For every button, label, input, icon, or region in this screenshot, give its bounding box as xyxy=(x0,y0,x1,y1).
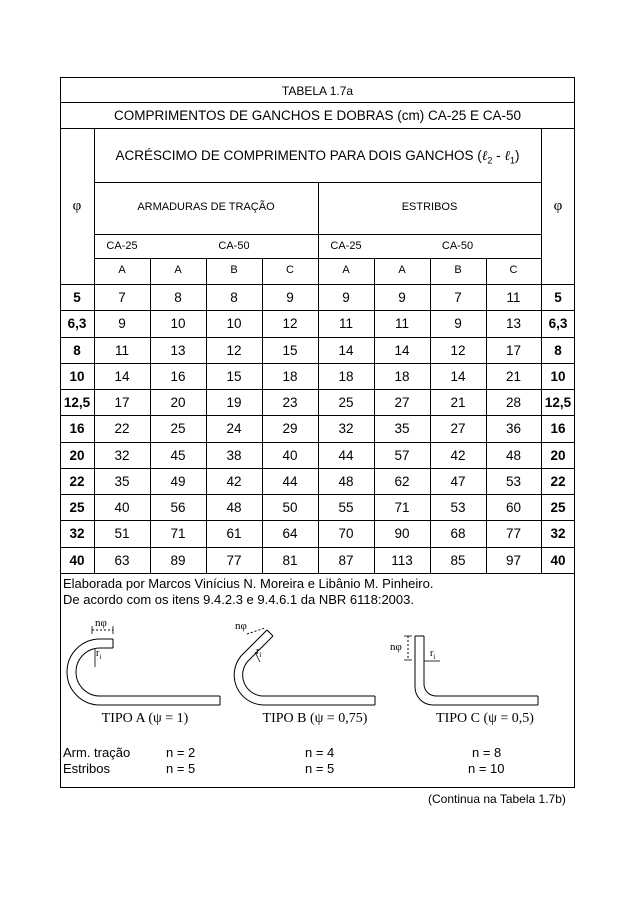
tipo-a-label: TIPO A (ψ = 1) xyxy=(101,711,189,726)
tipo-c-label: TIPO C (ψ = 0,5) xyxy=(436,711,534,726)
continuation-note: (Continua na Tabela 1.7b) xyxy=(428,792,566,806)
phi-cell-left: 16 xyxy=(69,421,85,436)
value-cell: 7 xyxy=(454,290,462,305)
rule xyxy=(60,787,575,788)
phi-cell-left: 40 xyxy=(69,553,85,568)
value-cell: 9 xyxy=(398,290,406,305)
value-cell: 21 xyxy=(450,395,466,410)
value-cell: 14 xyxy=(450,369,466,384)
value-cell: 14 xyxy=(338,343,354,358)
value-cell: 50 xyxy=(282,500,298,515)
steel-estribos-ca25: CA-25 xyxy=(330,240,362,252)
value-cell: 55 xyxy=(338,500,354,515)
value-cell: 16 xyxy=(170,369,186,384)
radius-label-c xyxy=(430,648,435,661)
value-cell: 89 xyxy=(170,553,186,568)
group-estribos: ESTRIBOS xyxy=(401,201,458,213)
type-header: C xyxy=(509,264,518,276)
value-cell: 21 xyxy=(505,369,522,384)
increment-suffix: ) xyxy=(515,148,520,163)
value-cell: 44 xyxy=(338,448,354,463)
value-cell: 17 xyxy=(505,343,522,358)
value-cell: 81 xyxy=(282,553,298,568)
value-cell: 13 xyxy=(505,316,522,331)
table-subtitle: COMPRIMENTOS DE GANCHOS E DOBRAS (cm) CA-25 E CA-50 xyxy=(113,108,522,123)
value-cell: 25 xyxy=(338,395,354,410)
phi-cell-right: 22 xyxy=(550,474,566,489)
value-cell: 35 xyxy=(394,421,410,436)
phi-cell-left: 10 xyxy=(69,369,85,384)
phi-cell-left: 20 xyxy=(69,448,85,463)
phi-cell-right: 20 xyxy=(550,448,566,463)
value-cell: 48 xyxy=(338,474,354,489)
table-title: TABELA 1.7a xyxy=(281,84,354,98)
radius-r: r xyxy=(96,648,100,659)
value-cell: 18 xyxy=(338,369,354,384)
tracao-n-c: n = 8 xyxy=(472,745,502,760)
value-cell: 10 xyxy=(226,316,242,331)
type-header: B xyxy=(454,264,462,276)
value-cell: 62 xyxy=(394,474,410,489)
l1-symbol: ℓ xyxy=(504,148,511,163)
value-cell: 56 xyxy=(170,500,186,515)
radius-r: r xyxy=(430,648,434,659)
value-cell: 12 xyxy=(450,343,466,358)
value-cell: 8 xyxy=(174,290,182,305)
type-header: A xyxy=(398,264,406,276)
radius-r: r xyxy=(256,646,260,657)
hook-type-c-drawing xyxy=(404,636,538,705)
value-cell: 11 xyxy=(338,316,353,331)
value-cell: 40 xyxy=(114,500,130,515)
value-cell: 18 xyxy=(282,369,298,384)
value-cell: 19 xyxy=(226,395,242,410)
value-cell: 64 xyxy=(282,526,298,541)
phi-cell-left: 32 xyxy=(69,526,85,541)
value-cell: 14 xyxy=(114,369,130,384)
value-cell: 10 xyxy=(170,316,186,331)
value-cell: 15 xyxy=(282,343,298,358)
value-cell: 23 xyxy=(282,395,298,410)
value-cell: 87 xyxy=(338,553,354,568)
phi-cell-right: 6,3 xyxy=(548,316,568,331)
hook-type-a-drawing xyxy=(67,626,220,705)
steel-estribos-ca50: CA-50 xyxy=(441,240,474,252)
value-cell: 11 xyxy=(506,290,521,305)
radius-label-a xyxy=(96,648,101,661)
value-cell: 48 xyxy=(226,500,242,515)
n-phi-label-b: nφ xyxy=(235,620,247,632)
value-cell: 113 xyxy=(391,553,413,568)
value-cell: 17 xyxy=(114,395,130,410)
value-cell: 32 xyxy=(114,448,130,463)
value-cell: 9 xyxy=(454,316,462,331)
value-cell: 15 xyxy=(226,369,242,384)
estribos-label: Estribos xyxy=(63,761,110,776)
estribos-n-a: n = 5 xyxy=(166,761,196,776)
estribos-n-b: n = 5 xyxy=(305,761,335,776)
value-cell: 57 xyxy=(394,448,410,463)
value-cell: 35 xyxy=(114,474,130,489)
value-cell: 27 xyxy=(450,421,466,436)
note-author: Elaborada por Marcos Vinícius N. Moreira e Libânio M. Pinheiro. xyxy=(63,576,434,591)
phi-cell-left: 12,5 xyxy=(63,395,91,410)
value-cell: 53 xyxy=(450,500,466,515)
value-cell: 63 xyxy=(114,553,130,568)
phi-cell-right: 5 xyxy=(554,290,562,305)
value-cell: 90 xyxy=(394,526,410,541)
l2-subscript: 2 xyxy=(487,155,493,166)
value-cell: 47 xyxy=(450,474,466,489)
minus-sign: - xyxy=(492,148,505,163)
value-cell: 71 xyxy=(394,500,410,515)
value-cell: 9 xyxy=(342,290,350,305)
value-cell: 8 xyxy=(230,290,238,305)
group-tracao: ARMADURAS DE TRAÇÃO xyxy=(137,201,275,213)
increment-prefix: ACRÉSCIMO DE COMPRIMENTO PARA DOIS GANCHOS ( xyxy=(115,148,482,163)
phi-cell-right: 16 xyxy=(550,421,566,436)
radius-sub: i xyxy=(259,651,262,659)
tipo-b-label: TIPO B (ψ = 0,75) xyxy=(262,711,368,726)
tracao-label: Arm. tração xyxy=(63,745,131,760)
radius-sub: i xyxy=(99,653,102,661)
steel-tracao-ca50: CA-50 xyxy=(218,240,250,252)
value-cell: 32 xyxy=(338,421,354,436)
rule xyxy=(60,102,575,103)
l1-subscript: 1 xyxy=(510,155,516,166)
value-cell: 53 xyxy=(505,474,522,489)
phi-cell-right: 12,5 xyxy=(544,395,572,410)
value-cell: 42 xyxy=(450,448,466,463)
value-cell: 61 xyxy=(226,526,242,541)
value-cell: 29 xyxy=(282,421,298,436)
phi-cell-left: 22 xyxy=(69,474,85,489)
tracao-n-a: n = 2 xyxy=(166,745,196,760)
value-cell: 45 xyxy=(170,448,186,463)
type-header: A xyxy=(174,264,182,276)
value-cell: 70 xyxy=(338,526,354,541)
value-cell: 68 xyxy=(450,526,466,541)
phi-cell-right: 10 xyxy=(550,369,566,384)
value-cell: 42 xyxy=(226,474,242,489)
n-phi-label-a: nφ xyxy=(95,617,107,629)
phi-cell-right: 8 xyxy=(554,343,562,358)
phi-cell-right: 40 xyxy=(550,553,566,568)
increment-header xyxy=(94,148,541,166)
value-cell: 71 xyxy=(170,526,186,541)
steel-tracao-ca25: CA-25 xyxy=(106,240,138,252)
phi-cell-left: 6,3 xyxy=(67,316,87,331)
estribos-n-c: n = 10 xyxy=(468,761,505,776)
value-cell: 51 xyxy=(114,526,130,541)
hook-type-b-drawing xyxy=(234,628,375,705)
value-cell: 9 xyxy=(118,316,126,331)
rule xyxy=(60,128,575,129)
value-cell: 20 xyxy=(170,395,186,410)
value-cell: 77 xyxy=(505,526,522,541)
value-cell: 11 xyxy=(394,316,409,331)
value-cell: 7 xyxy=(118,290,126,305)
value-cell: 12 xyxy=(226,343,242,358)
value-cell: 24 xyxy=(226,421,242,436)
value-cell: 9 xyxy=(286,290,294,305)
value-cell: 12 xyxy=(282,316,298,331)
phi-header-right: φ xyxy=(553,198,563,214)
value-cell: 97 xyxy=(505,553,522,568)
value-cell: 28 xyxy=(505,395,522,410)
value-cell: 85 xyxy=(450,553,466,568)
tracao-n-b: n = 4 xyxy=(305,745,335,760)
value-cell: 38 xyxy=(226,448,242,463)
value-cell: 11 xyxy=(114,343,129,358)
value-cell: 49 xyxy=(170,474,186,489)
type-header: A xyxy=(342,264,350,276)
n-phi-label-c: nφ xyxy=(390,641,402,653)
type-header: B xyxy=(230,264,238,276)
phi-cell-left: 8 xyxy=(73,343,81,358)
value-cell: 48 xyxy=(505,448,522,463)
value-cell: 44 xyxy=(282,474,298,489)
radius-label-b xyxy=(256,646,261,659)
value-cell: 13 xyxy=(170,343,186,358)
phi-header-left: φ xyxy=(72,198,82,214)
value-cell: 40 xyxy=(282,448,298,463)
phi-cell-right: 25 xyxy=(550,500,566,515)
value-cell: 25 xyxy=(170,421,186,436)
value-cell: 60 xyxy=(505,500,522,515)
value-cell: 77 xyxy=(226,553,242,568)
value-cell: 27 xyxy=(394,395,410,410)
phi-cell-left: 5 xyxy=(73,290,81,305)
phi-cell-right: 32 xyxy=(550,526,566,541)
radius-sub: i xyxy=(433,653,436,661)
value-cell: 36 xyxy=(505,421,522,436)
note-reference: De acordo com os itens 9.4.2.3 e 9.4.6.1 da NBR 6118:2003. xyxy=(63,592,414,607)
value-cell: 22 xyxy=(114,421,130,436)
value-cell: 14 xyxy=(394,343,410,358)
phi-cell-left: 25 xyxy=(69,500,85,515)
rule xyxy=(60,573,575,574)
type-header: C xyxy=(286,264,294,276)
value-cell: 18 xyxy=(394,369,410,384)
l2-symbol: ℓ xyxy=(481,148,488,163)
type-header: A xyxy=(118,264,126,276)
